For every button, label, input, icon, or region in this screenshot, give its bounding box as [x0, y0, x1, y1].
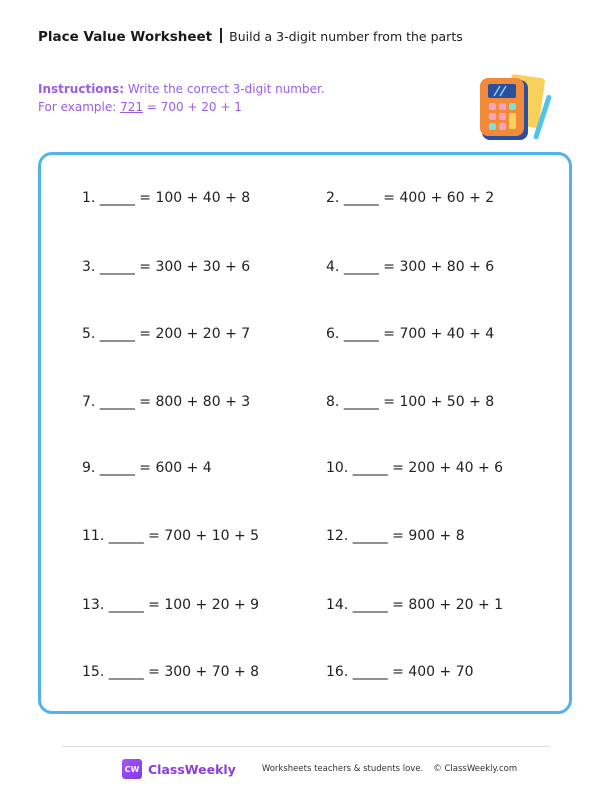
problem-number: 2.: [326, 190, 340, 206]
problem-number: 11.: [82, 528, 105, 544]
problem-expression: = 700 + 40 + 4: [383, 326, 495, 342]
problem-expression: = 300 + 80 + 6: [383, 259, 495, 275]
problem-expression: = 200 + 20 + 7: [139, 326, 251, 342]
answer-blank[interactable]: _____: [343, 326, 379, 342]
problem-9: [82, 460, 212, 476]
problem-number: 13.: [82, 597, 105, 613]
problem-4: [326, 259, 494, 275]
answer-blank[interactable]: _____: [99, 190, 135, 206]
problem-16: [326, 664, 474, 680]
problem-2: [326, 190, 494, 206]
problem-11: [82, 528, 259, 544]
problem-expression: = 100 + 50 + 8: [383, 394, 495, 410]
page-title: Place Value Worksheet: [38, 29, 213, 45]
example-expression: = 700 + 20 + 1: [146, 100, 242, 114]
problem-expression: = 300 + 30 + 6: [139, 259, 251, 275]
problem-number: 1.: [82, 190, 96, 206]
problem-expression: = 800 + 20 + 1: [392, 597, 504, 613]
problem-expression: = 100 + 20 + 9: [148, 597, 260, 613]
answer-blank[interactable]: _____: [352, 597, 388, 613]
answer-blank[interactable]: _____: [343, 394, 379, 410]
problem-number: 12.: [326, 528, 349, 544]
problem-6: [326, 326, 494, 342]
problem-1: [82, 190, 250, 206]
footer-divider: [62, 746, 550, 747]
page-subtitle: Build a 3-digit number from the parts: [229, 29, 463, 44]
worksheet-header: [38, 28, 463, 45]
problem-number: 5.: [82, 326, 96, 342]
brand-name: ClassWeekly: [148, 761, 236, 777]
problem-expression: = 300 + 70 + 8: [148, 664, 260, 680]
problem-number: 3.: [82, 259, 96, 275]
problem-expression: = 800 + 80 + 3: [139, 394, 251, 410]
problem-expression: = 600 + 4: [139, 460, 212, 476]
answer-blank[interactable]: _____: [99, 394, 135, 410]
problem-3: [82, 259, 250, 275]
problem-5: [82, 326, 250, 342]
problem-number: 10.: [326, 460, 349, 476]
answer-blank[interactable]: _____: [108, 528, 144, 544]
problem-number: 14.: [326, 597, 349, 613]
answer-blank[interactable]: _____: [343, 190, 379, 206]
title-divider: [220, 28, 222, 43]
problems-box: [38, 152, 572, 714]
answer-blank[interactable]: _____: [99, 460, 135, 476]
problem-7: [82, 394, 250, 410]
instructions: [38, 80, 325, 116]
problem-expression: = 700 + 10 + 5: [148, 528, 260, 544]
answer-blank[interactable]: _____: [352, 460, 388, 476]
answer-blank[interactable]: _____: [99, 259, 135, 275]
problem-expression: = 200 + 40 + 6: [392, 460, 504, 476]
answer-blank[interactable]: _____: [352, 528, 388, 544]
problem-15: [82, 664, 259, 680]
answer-blank[interactable]: _____: [108, 664, 144, 680]
problem-number: 7.: [82, 394, 96, 410]
classweekly-logo-icon: CW: [122, 759, 142, 779]
calculator-icon: [478, 70, 558, 146]
problem-number: 16.: [326, 664, 349, 680]
answer-blank[interactable]: _____: [99, 326, 135, 342]
instructions-text: Write the correct 3-digit number.: [127, 82, 325, 96]
answer-blank[interactable]: _____: [108, 597, 144, 613]
problem-number: 15.: [82, 664, 105, 680]
problem-number: 9.: [82, 460, 96, 476]
problem-expression: = 400 + 60 + 2: [383, 190, 495, 206]
problem-8: [326, 394, 494, 410]
answer-blank[interactable]: _____: [343, 259, 379, 275]
problem-14: [326, 597, 503, 613]
problem-expression: = 900 + 8: [392, 528, 465, 544]
footer-tagline: Worksheets teachers & students love.: [261, 764, 424, 774]
example-answer: 721: [120, 100, 143, 114]
problem-expression: = 100 + 40 + 8: [139, 190, 251, 206]
problem-expression: = 400 + 70: [392, 664, 474, 680]
problem-number: 8.: [326, 394, 340, 410]
problem-10: [326, 460, 503, 476]
instructions-label: Instructions:: [38, 82, 125, 96]
answer-blank[interactable]: _____: [352, 664, 388, 680]
problem-number: 6.: [326, 326, 340, 342]
example-prefix: For example:: [38, 100, 117, 114]
problem-13: [82, 597, 259, 613]
footer-copyright: © ClassWeekly.com: [433, 764, 518, 774]
footer: [122, 758, 517, 780]
problem-12: [326, 528, 465, 544]
problem-number: 4.: [326, 259, 340, 275]
